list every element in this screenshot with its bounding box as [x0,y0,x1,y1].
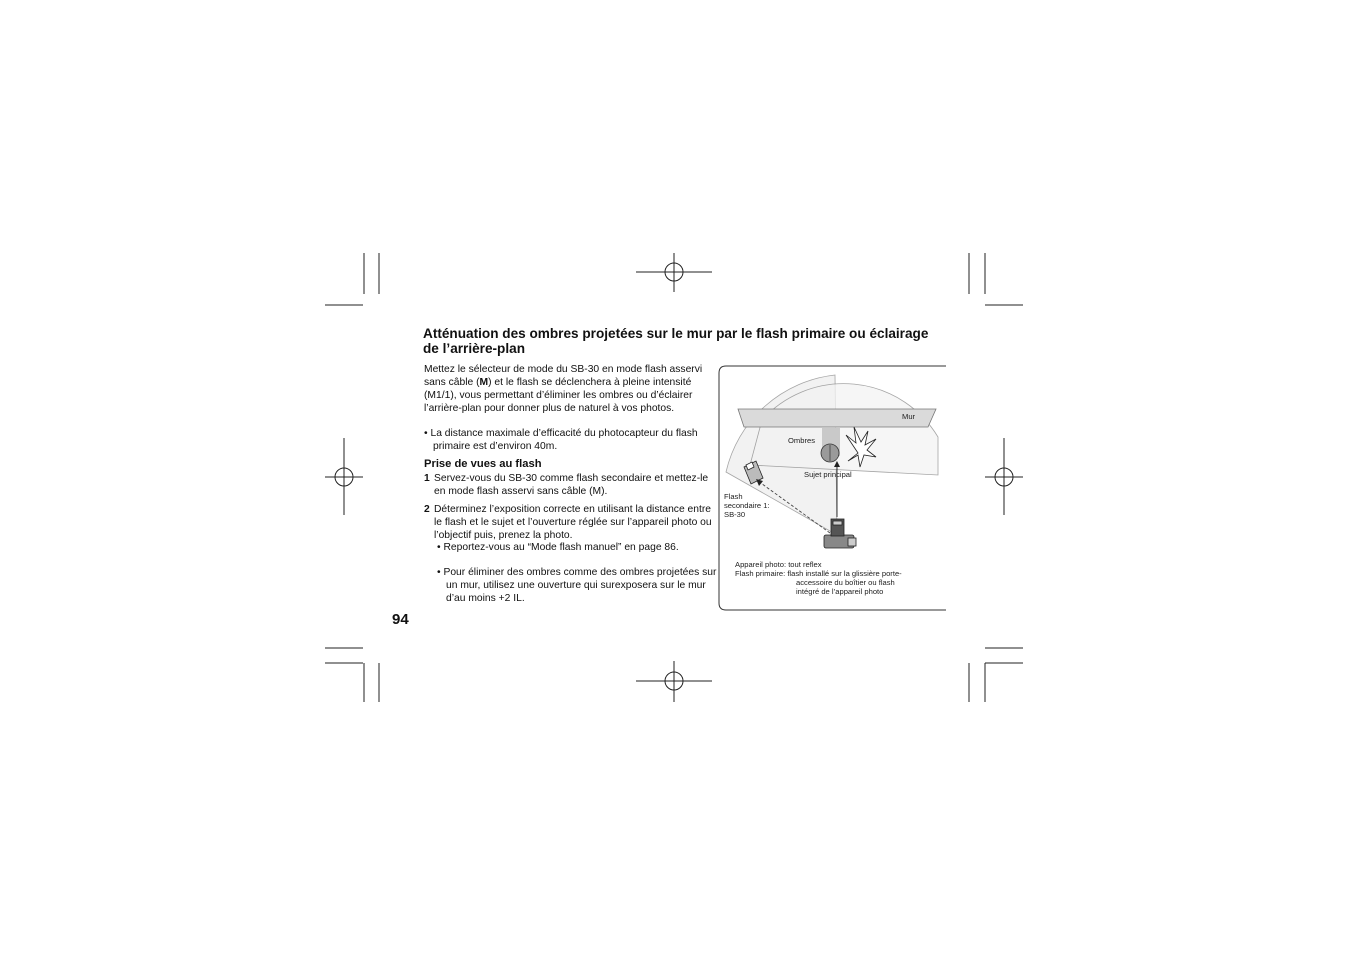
intro-paragraph [424,363,714,415]
step-1-number: 1 [424,473,430,484]
subheading: Prise de vues au flash [424,458,542,470]
camera-caption: Appareil photo: tout reflex [735,560,822,569]
wall-label: Mur [902,412,916,421]
section-heading: Atténuation des ombres projetées sur le mur par le flash primaire ou éclairage de l’arrière-plan [423,326,929,356]
page-number: 94 [392,611,409,628]
step-1 [424,472,714,498]
step-1-text: Servez-vous du SB-30 comme flash secondaire et mettez-le en mode flash asservi sans câble (M). [434,473,709,497]
step-2 [424,503,714,542]
primary-flash-caption: Flash primaire: flash installé sur la glissière porte- accessoire du boîtier ou flash intégré de l’appareil photo [735,569,902,596]
intro-text-after: ) et le flash se déclenchera à pleine intensité (M1/1), vous permettant d’éliminer les ombres ou d’éclairer l’arrière-plan pour donner plus de naturel à vos photos. [424,377,693,414]
intro-mode-letter: M [479,377,489,388]
range-bullet: • La distance maximale d’efficacité du photocapteur du flash primaire est d’environ 40m. [424,428,698,452]
step-2-bullet-2: • Pour éliminer des ombres comme des ombres projetées sur un mur, utilisez une ouverture qui surexposera sur le mur d’au moins +2 IL. [437,567,717,604]
shadows-label: Ombres [788,436,816,445]
intro-text-before: Mettez le sélecteur de mode du SB-30 en mode flash asservi sans câble ( [424,364,703,388]
lighting-diagram [718,365,946,611]
step-2-number: 2 [424,504,430,515]
subject-label: Sujet principal [804,470,852,479]
step-2-bullet-1: • Reportez-vous au “Mode flash manuel” en page 86. [437,542,679,553]
step-2-text: Déterminez l’exposition correcte en utilisant la distance entre le flash et le sujet et l’ouverture réglée sur l’appareil photo ou l’objectif puis, prenez la photo. [434,504,712,541]
secondary-flash-label: Flash secondaire 1: SB-30 [724,492,770,519]
